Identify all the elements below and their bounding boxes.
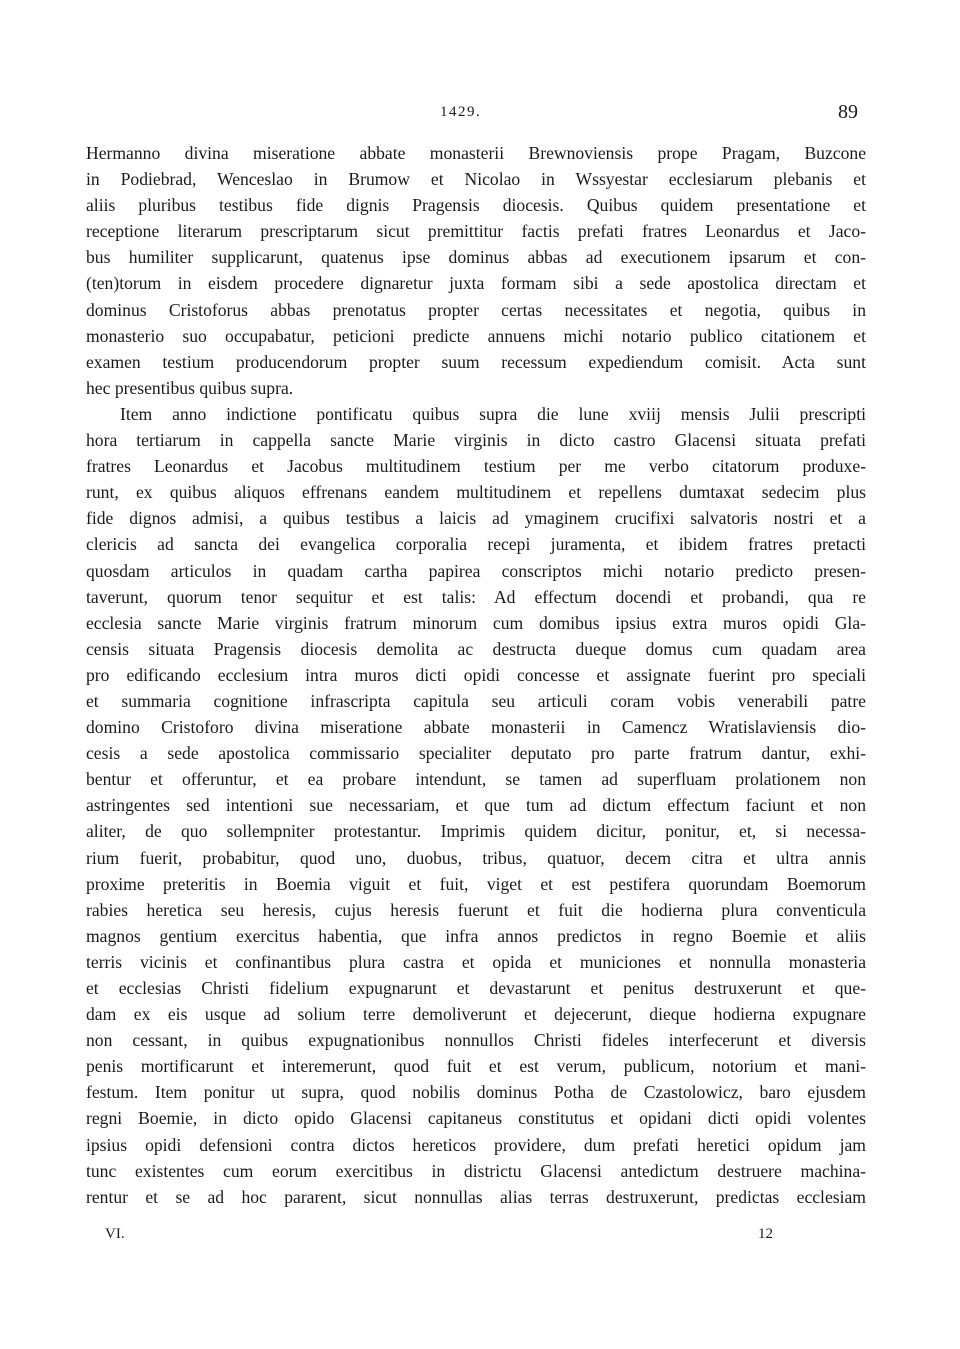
text-line: et summaria cognitione infrascripta capitula seu articuli coram vobis venerabili patre bbox=[86, 690, 866, 711]
text-line: domino Cristoforo divina miseratione abbate monasterii in Camencz Wratislaviensis dio- bbox=[86, 717, 866, 738]
text-line: in Podiebrad, Wenceslao in Brumow et Nicolao in Wssyestar ecclesiarum plebanis et bbox=[86, 169, 866, 190]
text-line: quosdam articulos in quadam cartha papirea conscriptos michi notario predicto presen- bbox=[86, 560, 866, 581]
text-line: pro edificando ecclesium intra muros dicti opidi concesse et assignate fuerint pro speciali bbox=[86, 664, 866, 685]
text-line: tunc existentes cum eorum exercitibus in districtu Glacensi antedictum destruere machina- bbox=[86, 1160, 866, 1181]
signature-mark: VI. bbox=[105, 1226, 125, 1242]
text-line: proxime preteritis in Boemia viguit et fuit, viget et est pestifera quorundam Boemorum bbox=[86, 873, 866, 894]
body-text bbox=[86, 140, 866, 1210]
text-line: runt, ex quibus aliquos effrenans eandem multitudinem et repellens dumtaxat sedecim plus bbox=[86, 482, 866, 503]
running-head-year: 1429. bbox=[440, 104, 482, 120]
text-line: censis situata Pragensis diocesis demolita ac destructa dueque domus cum quadam area bbox=[86, 638, 866, 659]
text-line: regni Boemie, in dicto opido Glacensi capitaneus constitutus et opidani dicti opidi volentes bbox=[86, 1108, 866, 1129]
text-line: examen testium producendorum propter suum recessum expediendum comisit. Acta sunt bbox=[86, 351, 866, 372]
page-number: 89 bbox=[838, 101, 858, 123]
text-line: fratres Leonardus et Jacobus multitudinem testium per me verbo citatorum produxe- bbox=[86, 456, 866, 477]
text-line: non cessant, in quibus expugnationibus nonnullos Christi fideles interfecerunt et diversis bbox=[86, 1030, 866, 1051]
text-line: receptione literarum prescriptarum sicut premittitur factis prefati fratres Leonardus et Jaco- bbox=[86, 221, 866, 242]
text-line: ecclesia sancte Marie virginis fratrum minorum cum domibus ipsius extra muros opidi Gla- bbox=[86, 612, 866, 633]
text-line: ipsius opidi defensioni contra dictos hereticos providere, dum prefati heretici opidum jam bbox=[86, 1134, 866, 1155]
text-line: Hermanno divina miseratione abbate monasterii Brewnoviensis prope Pragam, Buzcone bbox=[86, 143, 866, 163]
text-line: rentur et se ad hoc pararent, sicut nonnullas alias terras destruxerunt, predictas ecclesiam bbox=[86, 1186, 866, 1207]
text-line: astringentes sed intentioni sue necessariam, et que tum ad dictum effectum faciunt et non bbox=[86, 795, 866, 816]
text-line: (ten)torum in eisdem procedere dignaretur juxta formam sibi a sede apostolica directam et bbox=[86, 273, 866, 294]
text-line: aliter, de quo sollempniter protestantur. Imprimis quidem dicitur, ponitur, et, si necessa- bbox=[86, 821, 866, 842]
text-line: clericis ad sancta dei evangelica corporalia recepi juramenta, et ibidem fratres pretacti bbox=[86, 534, 866, 555]
text-line: taverunt, quorum tenor sequitur et est talis: Ad effectum docendi et probandi, qua re bbox=[86, 586, 866, 607]
text-line: penis mortificarunt et interemerunt, quod fuit et est verum, publicum, notorium et mani- bbox=[86, 1056, 866, 1077]
text-line: hec presentibus quibus supra. bbox=[86, 377, 294, 398]
text-line: fide dignos admisi, a quibus testibus a laicis ad ymaginem crucifixi salvatoris nostri et a bbox=[86, 508, 866, 529]
text-line: terris vicinis et confinantibus plura castra et opida et municiones et nonnulla monasteria bbox=[86, 951, 866, 972]
text-line: hora tertiarum in cappella sancte Marie virginis in dicto castro Glacensi situata prefati bbox=[86, 430, 866, 451]
text-line: dominus Cristoforus abbas prenotatus propter certas necessitates et negotia, quibus in bbox=[86, 299, 866, 320]
text-line: rabies heretica seu heresis, cujus heresis fuerunt et fuit die hodierna plura conventicula bbox=[86, 899, 866, 920]
text-line: et ecclesias Christi fidelium expugnarunt et devastarunt et penitus destruxerunt et que- bbox=[86, 978, 866, 998]
text-line: cesis a sede apostolica commissario specialiter deputato pro parte fratrum dantur, exhi- bbox=[86, 743, 866, 764]
text-line: rium fuerit, probabitur, quod uno, duobus, tribus, quatuor, decem citra et ultra annis bbox=[86, 847, 866, 868]
text-line: dam ex eis usque ad solium terre demoliverunt et dejecerunt, dieque hodierna expugnare bbox=[86, 1004, 866, 1025]
text-line: bus humiliter supplicarunt, quatenus ipse dominus abbas ad executionem ipsarum et con- bbox=[86, 247, 866, 268]
text-line: festum. Item ponitur ut supra, quod nobilis dominus Potha de Czastolowicz, baro ejusdem bbox=[86, 1082, 866, 1103]
sheet-number: 12 bbox=[758, 1226, 773, 1242]
text-line: bentur et offeruntur, et ea probare intendunt, se tamen ad superfluam prolationem non bbox=[86, 769, 866, 790]
text-line: magnos gentium exercitus habentia, que infra annos predictos in regno Boemie et aliis bbox=[86, 925, 866, 946]
text-line: Item anno indictione pontificatu quibus supra die lune xviij mensis Julii prescripti bbox=[120, 403, 866, 424]
text-line: monasterio suo occupabatur, peticioni predicte annuens michi notario publico citationem et bbox=[86, 325, 866, 346]
text-line: aliis pluribus testibus fide dignis Pragensis diocesis. Quibus quidem presentatione et bbox=[86, 195, 866, 216]
